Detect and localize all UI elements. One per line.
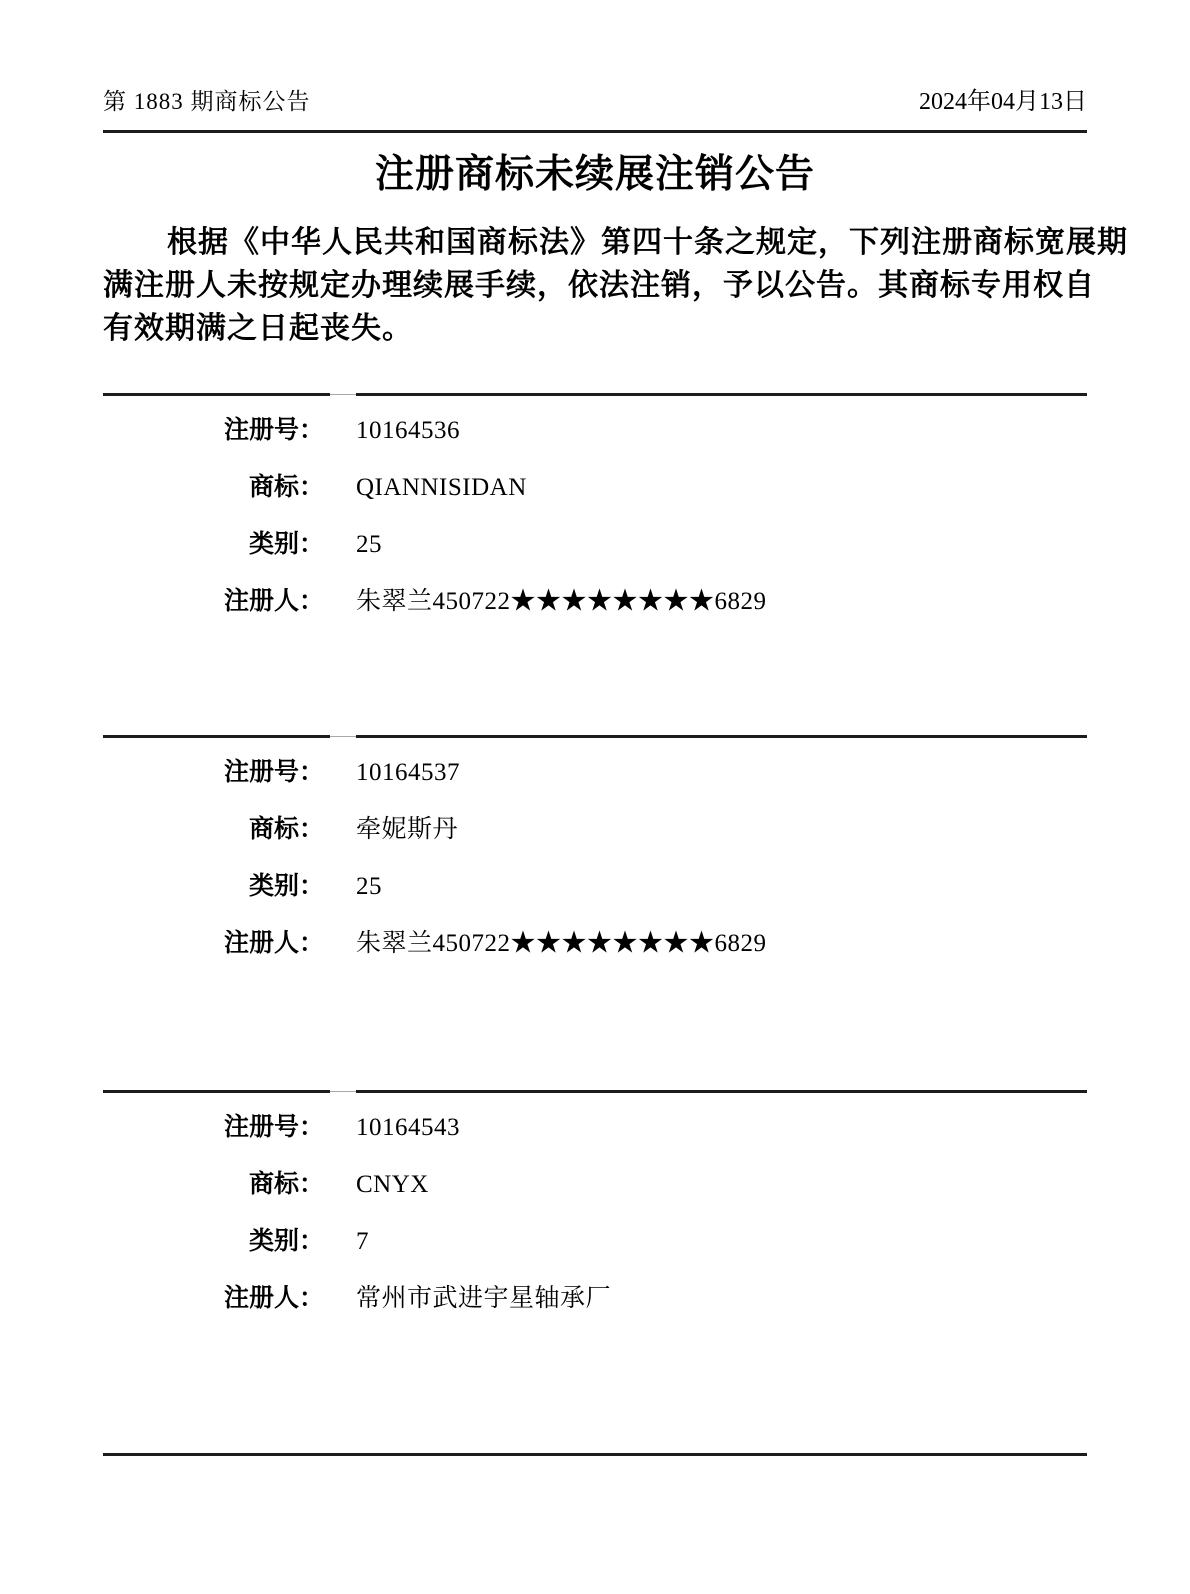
intro-line: 有效期满之日起丧失。 [103,312,413,345]
field-row-trademark [103,815,1087,844]
divider-segment [103,1090,330,1093]
registrant-value: 常州市武进宇星轴承厂 [356,1285,612,1312]
field-row-registrant [103,1284,1087,1313]
category-label: 类别： [248,531,324,558]
field-row-trademark [103,1170,1087,1199]
category-label: 类别： [248,873,324,900]
divider-gap [330,394,356,395]
registration-no-label: 注册号： [223,417,324,444]
divider-segment [356,393,1087,396]
bottom-rule [103,1453,1087,1456]
trademark-label: 商标： [248,474,324,501]
trademark-record [103,396,1087,735]
registration-no-value: 10164536 [356,417,460,444]
field-row-registrant [103,929,1087,958]
record-divider [103,1090,1087,1093]
divider-segment [356,735,1087,738]
trademark-record [103,1093,1087,1453]
category-label: 类别： [248,1228,324,1255]
field-row-registrant [103,587,1087,616]
gazette-issue-label: 第 1883 期商标公告 [103,89,311,114]
header-rule [103,130,1087,133]
registration-no-label: 注册号： [223,759,324,786]
registration-no-value: 10164543 [356,1114,460,1141]
registration-no-value: 10164537 [356,759,460,786]
page-title: 注册商标未续展注销公告 [374,153,815,196]
doc-header [103,88,1087,116]
category-value: 25 [356,531,382,558]
intro-line: 满注册人未按规定办理续展手续，依法注销，予以公告。其商标专用权自 [103,269,1095,302]
field-row-registration-no [103,758,1087,787]
gazette-date: 2024年04月13日 [919,89,1087,115]
divider-segment [103,393,330,396]
field-row-category [103,530,1087,559]
intro-paragraph [103,221,1128,350]
intro-line: 根据《中华人民共和国商标法》第四十条之规定，下列注册商标宽展期 [167,226,1128,259]
divider-segment [356,1090,1087,1093]
registrant-value: 朱翠兰450722★★★★★★★★6829 [356,930,767,957]
record-divider [103,393,1087,396]
registrant-value: 朱翠兰450722★★★★★★★★6829 [356,588,767,615]
category-value: 7 [356,1228,369,1255]
field-row-trademark [103,473,1087,502]
field-row-registration-no [103,416,1087,445]
trademark-label: 商标： [248,816,324,843]
trademark-record [103,738,1087,1090]
trademark-value: QIANNISIDAN [356,474,527,501]
registration-no-label: 注册号： [223,1114,324,1141]
registrant-label: 注册人： [223,930,324,957]
field-row-registration-no [103,1113,1087,1142]
record-divider [103,735,1087,738]
divider-gap [330,736,356,737]
trademark-label: 商标： [248,1171,324,1198]
registrant-label: 注册人： [223,588,324,615]
trademark-value: CNYX [356,1171,429,1198]
divider-gap [330,1091,356,1092]
trademark-value: 牵妮斯丹 [356,816,459,843]
divider-segment [103,735,330,738]
registrant-label: 注册人： [223,1285,324,1312]
field-row-category [103,1227,1087,1256]
field-row-category [103,872,1087,901]
category-value: 25 [356,873,382,900]
